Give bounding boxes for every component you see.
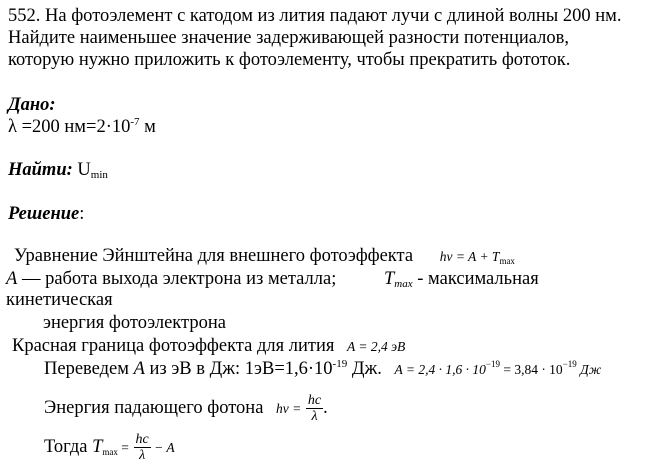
then-den: λ <box>139 448 146 463</box>
convert-line <box>44 358 601 381</box>
tmax-var: T <box>384 269 395 289</box>
problem-line-1: 552. На фотоэлемент с катодом из лития падают лучи с длиной волны 200 нм. <box>8 6 622 26</box>
find-heading: Найти: <box>8 160 73 180</box>
convert-formula-exp2: −19 <box>562 359 577 369</box>
work-text: — работа выхода электрона из металла; <box>17 269 337 289</box>
problem-line-2: Найдите наименьшее значение задерживающей разности потенциалов, <box>8 28 569 48</box>
then-line <box>44 432 175 463</box>
convert-text-a: Переведем <box>44 359 134 379</box>
problem-line-3: которую нужно приложить к фотоэлементу, чтобы прекратить фототок. <box>8 50 571 70</box>
find-var-sub: min <box>90 169 108 181</box>
photon-fraction <box>306 393 323 424</box>
convert-exp: -19 <box>332 358 348 370</box>
red-boundary-text: Красная граница фотоэффекта для лития <box>12 336 335 356</box>
then-text: Тогда <box>44 436 88 457</box>
einstein-text: Уравнение Эйнштейна для внешнего фотоэффекта <box>14 246 414 266</box>
kinetic-line: кинетическая <box>6 290 113 310</box>
work-line <box>6 268 336 290</box>
given-lambda-exp: -7 <box>130 116 140 128</box>
find-var: U <box>72 160 91 180</box>
convert-formula <box>394 359 602 377</box>
energy-line: энергия фотоэлектрона <box>43 313 226 333</box>
find-row <box>8 159 108 181</box>
einstein-formula-sub: max <box>499 256 515 266</box>
convert-var: A <box>133 359 145 379</box>
given-lambda <box>8 116 156 138</box>
then-num: hc <box>135 432 149 447</box>
tmax-sub: max <box>394 278 413 290</box>
given-lambda-text: λ =200 нм=2·10 <box>8 117 131 137</box>
solution-heading: Решение <box>8 204 80 224</box>
then-fraction <box>134 432 151 463</box>
given-heading: Дано: <box>8 95 56 115</box>
einstein-line <box>14 245 515 268</box>
convert-formula-b: = 3,84 · 10 <box>499 362 563 377</box>
tmax-line <box>384 268 539 290</box>
photon-num: hc <box>307 393 322 408</box>
then-rest: − A <box>150 439 175 455</box>
photon-text: Энергия падающего фотона <box>44 397 264 418</box>
einstein-formula: hv = A + T <box>439 249 500 264</box>
then-lhs-sub: max <box>102 446 118 457</box>
convert-formula-exp1: −19 <box>485 359 500 369</box>
photon-lhs: hv = <box>276 400 302 416</box>
photon-line <box>44 393 328 424</box>
solution-colon: : <box>79 204 85 224</box>
convert-formula-unit: Дж <box>576 362 602 377</box>
solution-heading-row <box>8 203 84 225</box>
red-boundary-line <box>12 335 405 358</box>
convert-formula-a: A = 2,4 · 1,6 · 10 <box>394 362 486 377</box>
tmax-text: - максимальная <box>412 269 539 289</box>
red-boundary-formula: A = 2,4 эВ <box>346 339 406 354</box>
convert-text-c: Дж. <box>347 359 382 379</box>
photon-den: λ <box>311 409 318 424</box>
then-lhs-t: T <box>92 436 103 457</box>
photon-dot: . <box>323 397 328 418</box>
then-eq: = <box>117 439 129 455</box>
work-var: A <box>6 269 18 289</box>
given-lambda-unit: м <box>139 117 156 137</box>
convert-text-b: из эВ в Дж: 1эВ=1,6·10 <box>144 359 333 379</box>
